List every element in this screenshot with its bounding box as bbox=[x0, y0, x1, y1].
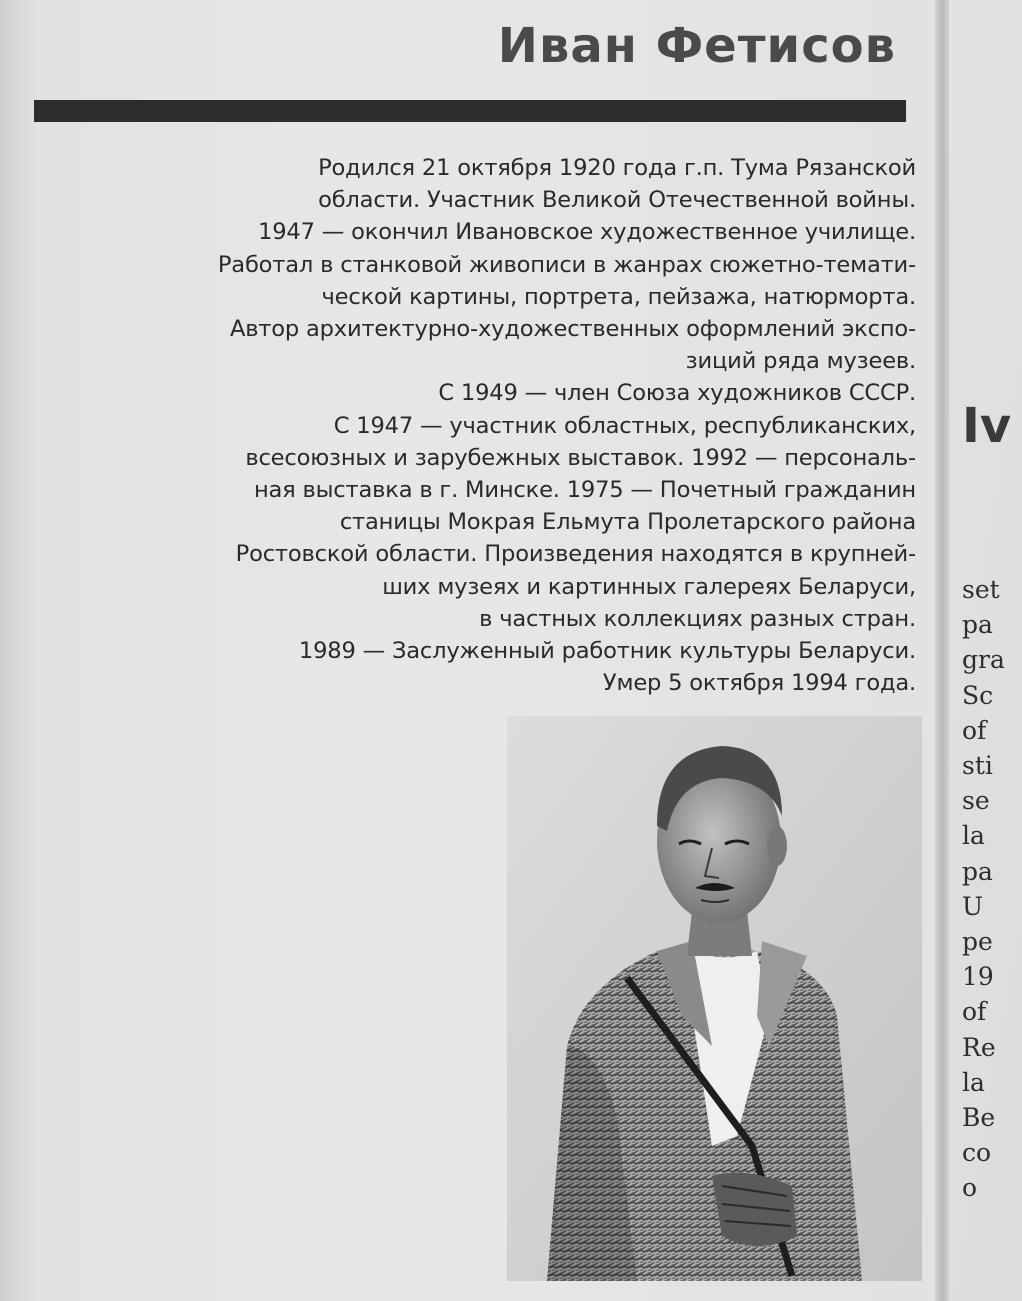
right-text-fragment: la bbox=[962, 821, 985, 851]
book-spine bbox=[935, 0, 949, 1301]
bio-line: С 1947 — участник областных, республиканских, bbox=[333, 412, 916, 439]
portrait-illustration bbox=[507, 716, 922, 1281]
bio-line: станицы Мокрая Ельмута Пролетарского района bbox=[339, 509, 916, 536]
biography-text bbox=[160, 152, 916, 699]
right-page-text bbox=[962, 572, 1022, 1206]
right-text-fragment: la bbox=[962, 1067, 985, 1097]
right-text-fragment: 19 bbox=[962, 962, 994, 992]
page-title: Иван Фетисов bbox=[497, 18, 896, 74]
bio-line: Автор архитектурно-художественных оформлений экспо- bbox=[229, 316, 916, 343]
right-text-fragment: sti bbox=[962, 751, 993, 781]
bio-line: С 1949 — член Союза художников СССР. bbox=[438, 380, 916, 407]
right-text-fragment: pa bbox=[962, 610, 993, 640]
right-text-fragment: of bbox=[962, 715, 987, 745]
right-text-fragment: o bbox=[962, 1173, 978, 1203]
right-text-fragment: gra bbox=[962, 645, 1005, 675]
bio-line: ческой картины, портрета, пейзажа, натюрморта. bbox=[321, 283, 916, 310]
bio-line: Работал в станковой живописи в жанрах сюжетно-темати- bbox=[217, 251, 916, 278]
right-text-fragment: co bbox=[962, 1138, 992, 1168]
right-text-fragment: of bbox=[962, 997, 987, 1027]
right-text-fragment: pe bbox=[962, 927, 993, 957]
title-rule bbox=[34, 100, 906, 122]
bio-line: 1989 — Заслуженный работник культуры Беларуси. bbox=[298, 638, 916, 665]
bio-line: Умер 5 октября 1994 года. bbox=[602, 670, 916, 697]
bio-line: в частных коллекциях разных стран. bbox=[479, 605, 916, 632]
right-text-fragment: Re bbox=[962, 1032, 996, 1062]
bio-line: ная выставка в г. Минске. 1975 — Почетный гражданин bbox=[253, 477, 916, 504]
right-text-fragment: se bbox=[962, 786, 990, 816]
bio-line: всесоюзных и зарубежных выставок. 1992 — персональ- bbox=[245, 444, 916, 471]
bio-line: Ростовской области. Произведения находятся в крупней- bbox=[235, 541, 916, 568]
right-text-fragment: U bbox=[962, 891, 984, 921]
right-text-fragment: pa bbox=[962, 856, 993, 886]
bio-line: области. Участник Великой Отечественной войны. bbox=[318, 187, 916, 214]
bio-line: зиций ряда музеев. bbox=[685, 348, 916, 375]
right-page-heading: Iv bbox=[962, 398, 1012, 454]
right-text-fragment: Sc bbox=[962, 680, 994, 710]
bio-line: ших музеях и картинных галереях Беларуси, bbox=[382, 573, 916, 600]
portrait-photo bbox=[507, 716, 922, 1281]
bio-line: 1947 — окончил Ивановское художественное училище. bbox=[258, 219, 916, 246]
right-text-fragment: set bbox=[962, 575, 1000, 604]
bio-line: Родился 21 октября 1920 года г.п. Тума Рязанской bbox=[318, 155, 916, 181]
right-text-fragment: Be bbox=[962, 1103, 996, 1133]
